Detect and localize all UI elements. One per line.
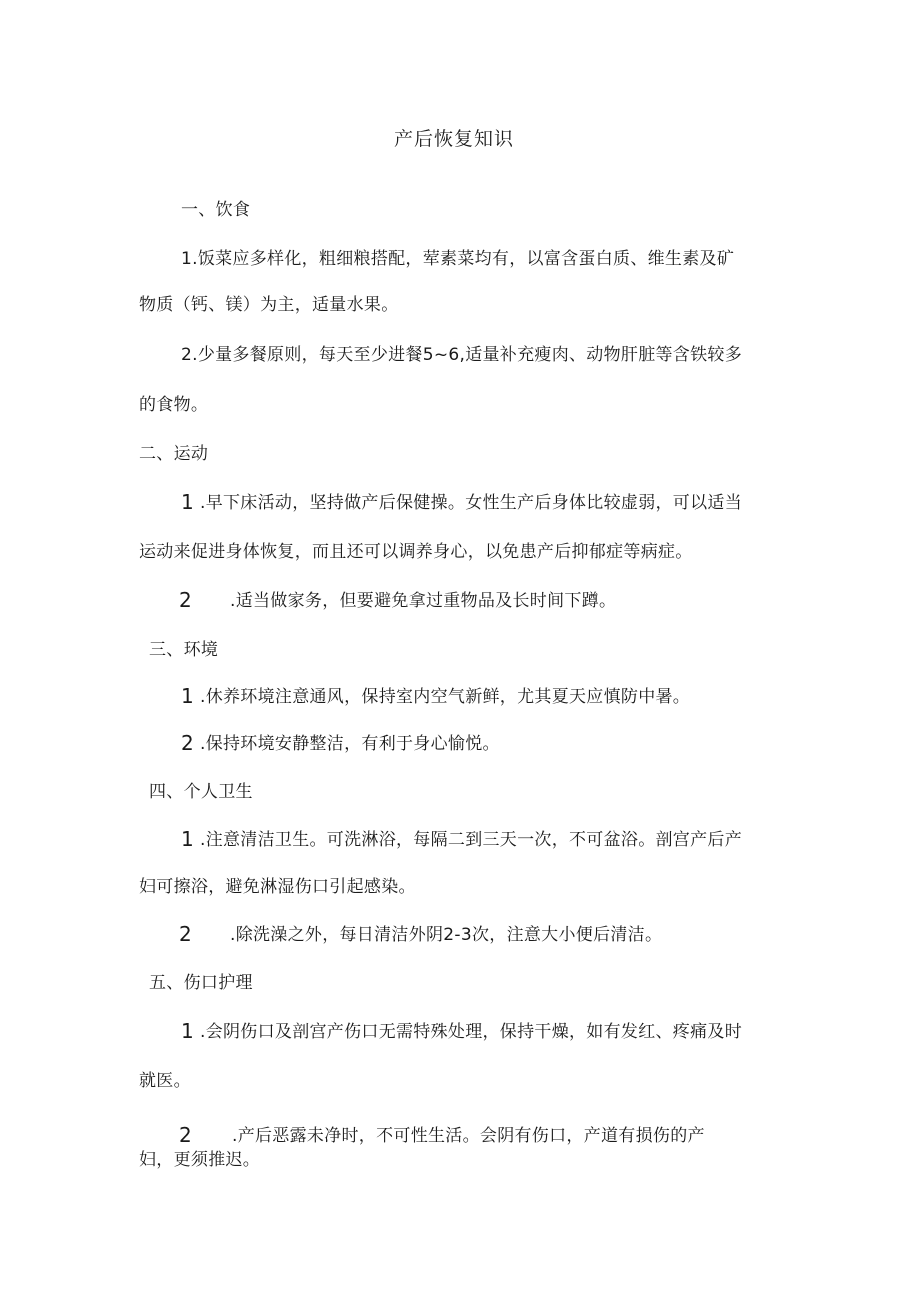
list-number: 2 xyxy=(179,922,193,946)
paragraph-line: 物质（钙、镁）为主，适量水果。 xyxy=(139,295,399,315)
paragraph-line: .产后恶露未净时，不可性生活。会阴有伤口，产道有损伤的产 xyxy=(232,1126,705,1146)
paragraph-line: .早下床活动，坚持做产后保健操。女性生产后身体比较虚弱，可以适当 xyxy=(200,493,743,513)
paragraph-line: .保持环境安静整洁，有利于身心愉悦。 xyxy=(200,734,500,754)
paragraph-line: 2.少量多餐原则，每天至少进餐5~6,适量补充瘦肉、动物肝脏等含铁较多 xyxy=(181,345,742,365)
list-number: 1 xyxy=(181,684,195,708)
list-number: 2 xyxy=(179,1123,193,1147)
paragraph-line: .适当做家务，但要避免拿过重物品及长时间下蹲。 xyxy=(230,591,617,611)
paragraph-line: 运动来促进身体恢复，而且还可以调养身心，以免患产后抑郁症等病症。 xyxy=(139,542,693,562)
paragraph-line: 妇可擦浴，避免淋湿伤口引起感染。 xyxy=(139,877,416,897)
paragraph-line: .除洗澡之外，每日清洁外阴2-3次，注意大小便后清洁。 xyxy=(230,925,663,945)
paragraph-line: .注意清洁卫生。可洗淋浴，每隔二到三天一次，不可盆浴。剖宫产后产 xyxy=(200,830,743,850)
list-number: 2 xyxy=(181,731,195,755)
paragraph-line: 妇，更须推迟。 xyxy=(139,1150,261,1170)
list-number: 1 xyxy=(181,1019,195,1043)
paragraph-line: 的食物。 xyxy=(139,395,209,415)
section-heading-hygiene: 四、个人卫生 xyxy=(149,782,253,802)
list-number: 1 xyxy=(181,827,195,851)
section-heading-environment: 三、环境 xyxy=(149,640,219,660)
paragraph-line: .休养环境注意通风，保持室内空气新鲜，尤其夏天应慎防中暑。 xyxy=(200,687,691,707)
list-number: 1 xyxy=(181,490,195,514)
section-heading-wound-care: 五、伤口护理 xyxy=(149,973,253,993)
paragraph-line: 就医。 xyxy=(139,1071,191,1091)
page-title: 产后恢复知识 xyxy=(394,128,515,150)
list-number: 2 xyxy=(179,588,193,612)
paragraph-line: .会阴伤口及剖宫产伤口无需特殊处理，保持干燥，如有发红、疼痛及时 xyxy=(200,1022,743,1042)
section-heading-diet: 一、饮食 xyxy=(181,200,251,220)
paragraph-line: 1.饭菜应多样化，粗细粮搭配，荤素菜均有，以富含蛋白质、维生素及矿 xyxy=(181,249,735,269)
section-heading-exercise: 二、运动 xyxy=(139,444,209,464)
